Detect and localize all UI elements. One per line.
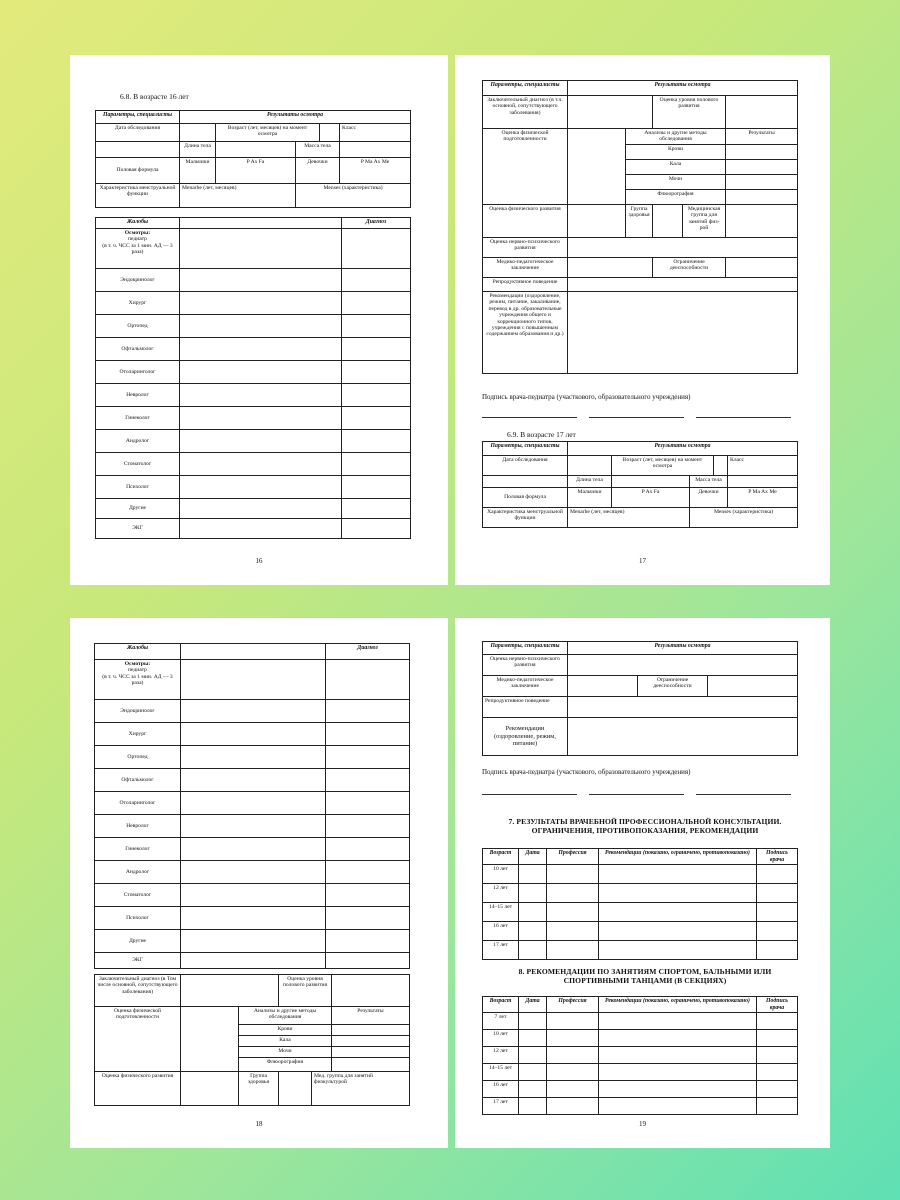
table-row-age: 7 лет xyxy=(483,1013,519,1030)
boys-formula: P Ax Fa xyxy=(612,488,690,508)
label-pediatr: Осмотры: педиатр (в т. ч. ЧСС за 1 мин. АД — 3 раза) xyxy=(95,660,181,700)
label-neuro: Оценка нервно-психического развития xyxy=(483,237,568,257)
doctor-row: Ортопед xyxy=(95,746,181,769)
test-row: Кала xyxy=(626,159,726,174)
doctor-row: ЭКГ xyxy=(95,953,181,969)
label-menstrual: Характеристика менструальной функции xyxy=(483,508,568,528)
col-profession: Профессия xyxy=(547,849,599,865)
label-sexual-dev: Оценка уровня полового развития xyxy=(653,96,726,129)
table-row-age: 12 лет xyxy=(483,1047,519,1064)
doctor-row: Психолог xyxy=(95,907,181,930)
doctor-signature-label: Подпись врача-педиатра (участкового, образовательного учреждения) xyxy=(482,393,691,401)
table-row-age: 17 лет xyxy=(483,1098,519,1115)
doctor-row: Андролог xyxy=(95,861,181,884)
col-date: Дата xyxy=(519,849,547,865)
test-row: Флюорография xyxy=(626,189,726,204)
doctor-row: Другие xyxy=(96,499,180,519)
col-recommend: Рекомендации (показано, ограничено, противопоказано) xyxy=(599,997,757,1013)
label-menarche: Menarhe (лет, месяцев) xyxy=(180,184,296,208)
test-row: Мочи xyxy=(626,174,726,189)
label-sex-formula: Половая формула xyxy=(96,158,180,184)
page-18 xyxy=(70,618,448,1148)
header-results: Результаты осмотра xyxy=(180,111,411,124)
label-age: Возраст (лет, месяцев) на момент осмотра xyxy=(612,456,714,476)
header-params: Параметры, специалисты xyxy=(483,642,568,655)
page-19 xyxy=(455,618,830,1148)
header-results: Результаты осмотра xyxy=(568,442,798,456)
label-repro: Репродуктивное поведение xyxy=(483,277,568,291)
consultation-table xyxy=(482,848,798,960)
header-results: Результаты осмотра xyxy=(568,642,798,655)
doctor-row: Офтальмолог xyxy=(96,338,180,361)
label-menstrual: Характеристика менструальной функции xyxy=(96,184,180,208)
signature-lines xyxy=(482,794,791,795)
section-7-title: 7. РЕЗУЛЬТАТЫ ВРАЧЕБНОЙ ПРОФЕССИОНАЛЬНОЙ КОНСУЛЬТАЦИИ. ОГРАНИЧЕНИЯ, ПРОТИВОПОКАЗАНИЯ, РЕКОМЕНДАЦИИ xyxy=(508,817,782,835)
label-health-group: Группа здоровья xyxy=(239,1072,279,1106)
doctor-row: Андролог xyxy=(96,430,180,453)
col-recommend: Рекомендации (показано, ограничено, противопоказано) xyxy=(599,849,757,865)
label-girls: Девочки xyxy=(690,488,728,508)
doctor-row: Ортопед xyxy=(96,315,180,338)
label-sex-formula: Половая формула xyxy=(483,488,568,508)
exam-table-17-summary xyxy=(482,80,798,374)
page-number: 17 xyxy=(639,556,646,565)
table-row-age: 16 лет xyxy=(483,922,519,941)
test-row: Крови xyxy=(626,144,726,159)
label-menarche: Menarhe (лет, месяцев) xyxy=(568,508,690,528)
doctor-row: Стоматолог xyxy=(95,884,181,907)
exam-table-16-doctors xyxy=(95,217,411,539)
doctor-row: Офтальмолог xyxy=(95,769,181,792)
label-results: Результаты xyxy=(726,129,798,145)
section-title: 6.8. В возрасте 16 лет xyxy=(120,92,189,101)
exam-table-18-summary xyxy=(94,974,410,1106)
label-pediatr: Осмотры: педиатр (в т. ч. ЧСС за 1 мин. АД — 3 раза) xyxy=(96,229,180,269)
label-phys-prep: Оценка физической подготовленности xyxy=(483,129,568,205)
girls-formula: P Ma Ax Me xyxy=(340,158,411,184)
doctor-row: Хирург xyxy=(95,723,181,746)
girls-formula: P Ma Ax Me xyxy=(728,488,798,508)
label-analyses: Анализы и другие методы обследования xyxy=(626,129,726,145)
label-sexual-dev: Оценка уровня полового развития xyxy=(279,975,332,1007)
label-weight: Масса тела xyxy=(296,142,340,158)
label-neuro: Оценка нервно-психического развития xyxy=(483,655,568,676)
label-date: Дата обследования xyxy=(483,456,568,476)
doctor-row: Эндокринолог xyxy=(95,700,181,723)
doctor-row: Стоматолог xyxy=(96,453,180,476)
header-params: Параметры, специалисты xyxy=(483,442,568,456)
doctor-row: Гинеколог xyxy=(96,407,180,430)
exam-table-18-doctors xyxy=(94,643,410,969)
doctor-row: Психолог xyxy=(96,476,180,499)
test-row: Крови xyxy=(239,1025,332,1036)
label-phys-dev: Оценка физического развития xyxy=(95,1072,181,1106)
doctor-row: Невролог xyxy=(95,815,181,838)
table-row-age: 14–15 лет xyxy=(483,1064,519,1081)
test-row: Кала xyxy=(239,1036,332,1047)
signature-lines xyxy=(482,417,791,418)
doctor-row: Невролог xyxy=(96,384,180,407)
header-params: Параметры, специалисты xyxy=(483,81,568,96)
table-row-age: 10 лет xyxy=(483,865,519,884)
table-row-age: 14–15 лет xyxy=(483,903,519,922)
label-limits: Ограничение дееспособности xyxy=(638,676,708,697)
exam-table-16-top xyxy=(95,110,411,208)
table-row-age: 16 лет xyxy=(483,1081,519,1098)
label-height: Длина тела xyxy=(568,476,612,488)
section-title: 6.9. В возрасте 17 лет xyxy=(507,430,576,439)
test-row: Флюорография xyxy=(239,1058,332,1072)
doctor-row: Эндокринолог xyxy=(96,269,180,292)
doctor-row: Гинеколог xyxy=(95,838,181,861)
page-number: 18 xyxy=(255,1119,263,1128)
page-number: 16 xyxy=(255,556,263,565)
label-results: Результаты xyxy=(332,1007,410,1025)
doctor-row: Хирург xyxy=(96,292,180,315)
col-profession: Профессия xyxy=(547,997,599,1013)
page-17 xyxy=(455,55,830,585)
label-height: Длина тела xyxy=(180,142,216,158)
doctor-row: Отоларинголог xyxy=(96,361,180,384)
label-phys-dev: Оценка физического развития xyxy=(483,204,568,237)
label-menses: Menses (характеристика) xyxy=(296,184,411,208)
label-complaints: Жалобы xyxy=(96,218,180,229)
label-diagnosis: Диагноз xyxy=(326,644,410,660)
doctor-signature-label: Подпись врача-педиатра (участкового, образовательного учреждения) xyxy=(482,768,691,776)
label-pmpk: Медико-педагогическое заключение xyxy=(483,676,568,697)
table-row-age: 17 лет xyxy=(483,941,519,960)
label-boys: Мальчики xyxy=(568,488,612,508)
table-row-age: 10 лет xyxy=(483,1030,519,1047)
col-signature: Подпись врача xyxy=(757,997,798,1013)
label-class: Класс xyxy=(728,456,798,476)
doctor-row: Другие xyxy=(95,930,181,953)
label-recommend: Рекомендации (оздоровление, режим, питание, закаливание, перевод в др. образовательные учреждения общего и коррекционного типов, учреждения с повышенным содержанием образования и др.) xyxy=(483,291,568,373)
col-signature: Подпись врача xyxy=(757,849,798,865)
label-final-diagnosis: Заключительный диагноз (в т.ч. основной, сопутствующего заболевания) xyxy=(483,96,568,129)
label-menses: Menses (характеристика) xyxy=(690,508,798,528)
header-results: Результаты осмотра xyxy=(568,81,798,96)
section-8-title: 8. РЕКОМЕНДАЦИИ ПО ЗАНЯТИЯМ СПОРТОМ, БАЛЬНЫМИ ИЛИ СПОРТИВНЫМИ ТАНЦАМИ (В СЕКЦИЯХ) xyxy=(518,967,772,985)
doctor-row: ЭКГ xyxy=(96,519,180,539)
doctor-row: Отоларинголог xyxy=(95,792,181,815)
label-phys-prep: Оценка физической подготовленности xyxy=(95,1007,181,1072)
label-analyses: Анализы и другие методы обследования xyxy=(239,1007,332,1025)
col-age: Возраст xyxy=(483,849,519,865)
label-girls: Девочки xyxy=(296,158,340,184)
label-recommend: Рекомендации (оздоровление, режим, питание) xyxy=(483,718,568,756)
col-date: Дата xyxy=(519,997,547,1013)
table-row-age: 12 лет xyxy=(483,884,519,903)
label-diagnosis: Диагноз xyxy=(342,218,411,229)
label-health-group: Группа здоровья xyxy=(626,204,653,237)
label-limits: Ограничение дееспособности xyxy=(653,257,726,277)
boys-formula: P Ax Fa xyxy=(216,158,296,184)
label-age: Возраст (лет, месяцев) на момент осмотра xyxy=(216,124,320,142)
exam-table-19-summary xyxy=(482,641,798,756)
page-16 xyxy=(70,55,448,585)
label-repro: Репродуктивное поведение xyxy=(483,697,568,718)
label-boys: Мальчики xyxy=(180,158,216,184)
exam-table-17-top xyxy=(482,441,798,528)
col-age: Возраст xyxy=(483,997,519,1013)
sports-table xyxy=(482,996,798,1115)
test-row: Мочи xyxy=(239,1047,332,1058)
header-params: Параметры, специалисты xyxy=(96,111,180,124)
page-number: 19 xyxy=(639,1119,646,1128)
label-med-group: Мед. группа для занятий физкультурой xyxy=(312,1072,410,1106)
label-date: Дата обследования xyxy=(96,124,180,142)
label-med-group: Медицинская группа для занятий физ-рой xyxy=(683,204,726,237)
label-class: Класс xyxy=(340,124,411,142)
label-pmpk: Медико-педагогическое заключение xyxy=(483,257,568,277)
label-weight: Масса тела xyxy=(690,476,728,488)
label-complaints: Жалобы xyxy=(95,644,181,660)
label-final-diagnosis: Заключительный диагноз (в Том числе основной, сопутствующего заболевания) xyxy=(95,975,181,1007)
